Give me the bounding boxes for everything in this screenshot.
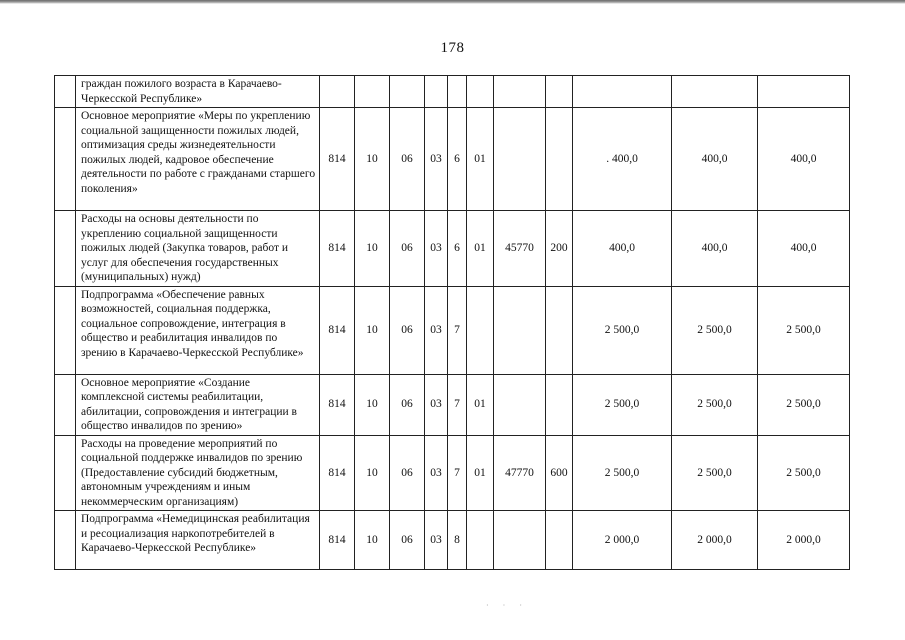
expense-type-cell xyxy=(546,286,573,374)
amount-year-3 xyxy=(758,76,850,108)
table-row xyxy=(55,108,850,211)
section-code-cell: 10 xyxy=(355,286,390,374)
admin-code-cell xyxy=(320,76,355,108)
subprogram-code-cell: 6 xyxy=(448,108,467,211)
amount-year-3: 2 500,0 xyxy=(758,435,850,511)
measure-code-cell: 01 xyxy=(467,435,494,511)
amount-year-2: 400,0 xyxy=(672,211,758,287)
amount-year-2: 400,0 xyxy=(672,108,758,211)
amount-year-1 xyxy=(573,76,672,108)
amount-year-2 xyxy=(672,76,758,108)
amount-year-2: 2 500,0 xyxy=(672,374,758,435)
expense-type-cell xyxy=(546,374,573,435)
subsection-code-cell: 06 xyxy=(390,511,425,570)
measure-code-cell xyxy=(467,511,494,570)
subsection-code-cell: 06 xyxy=(390,374,425,435)
expense-code-cell xyxy=(494,286,546,374)
subsection-code-cell: 06 xyxy=(390,435,425,511)
subprogram-code-cell: 7 xyxy=(448,286,467,374)
empty-cell xyxy=(55,374,76,435)
subprogram-code-cell: 8 xyxy=(448,511,467,570)
admin-code-cell: 814 xyxy=(320,435,355,511)
admin-code-cell: 814 xyxy=(320,374,355,435)
table-row xyxy=(55,76,850,108)
expense-code-cell: 45770 xyxy=(494,211,546,287)
program-code-cell: 03 xyxy=(425,511,448,570)
subprogram-code-cell: 7 xyxy=(448,435,467,511)
section-code-cell: 10 xyxy=(355,108,390,211)
admin-code-cell: 814 xyxy=(320,511,355,570)
subsection-code-cell: 06 xyxy=(390,108,425,211)
subprogram-code-cell: 6 xyxy=(448,211,467,287)
empty-cell xyxy=(55,211,76,287)
empty-cell xyxy=(55,286,76,374)
program-code-cell: 03 xyxy=(425,286,448,374)
amount-year-1: 2 000,0 xyxy=(573,511,672,570)
amount-year-2: 2 500,0 xyxy=(672,286,758,374)
expense-type-cell xyxy=(546,76,573,108)
amount-year-1: 2 500,0 xyxy=(573,435,672,511)
measure-code-cell xyxy=(467,286,494,374)
admin-code-cell: 814 xyxy=(320,108,355,211)
row-description: Подпрограмма «Обеспечение равных возможностей, социальная поддержка, социальное сопровождение, интеграция в общество и реабилитация инвалидов по зрению в Карачаево-Черкесской Республике» xyxy=(76,286,320,374)
empty-cell xyxy=(55,435,76,511)
amount-year-1: 400,0 xyxy=(573,211,672,287)
section-code-cell: 10 xyxy=(355,435,390,511)
expense-code-cell xyxy=(494,511,546,570)
subsection-code-cell: 06 xyxy=(390,211,425,287)
expense-code-cell xyxy=(494,76,546,108)
table-row xyxy=(55,511,850,570)
expense-type-cell xyxy=(546,108,573,211)
amount-year-3: 2 000,0 xyxy=(758,511,850,570)
scan-specks: · · · xyxy=(486,601,528,610)
section-code-cell: 10 xyxy=(355,211,390,287)
empty-cell xyxy=(55,511,76,570)
program-code-cell: 03 xyxy=(425,374,448,435)
measure-code-cell: 01 xyxy=(467,211,494,287)
program-code-cell: 03 xyxy=(425,108,448,211)
admin-code-cell: 814 xyxy=(320,211,355,287)
budget-table xyxy=(54,75,850,570)
expense-code-cell xyxy=(494,374,546,435)
section-code-cell xyxy=(355,76,390,108)
measure-code-cell xyxy=(467,76,494,108)
program-code-cell: 03 xyxy=(425,211,448,287)
expense-type-cell: 200 xyxy=(546,211,573,287)
measure-code-cell: 01 xyxy=(467,108,494,211)
table-row xyxy=(55,435,850,511)
row-description: граждан пожилого возраста в Карачаево-Черкесской Республике» xyxy=(76,76,320,108)
subsection-code-cell: 06 xyxy=(390,286,425,374)
row-description: Основное мероприятие «Меры по укреплению социальной защищенности пожилых людей, оптимизация среды жизнедеятельности пожилых людей, кадровое обеспечение деятельности по работе с гражданами старшего поколения» xyxy=(76,108,320,211)
admin-code-cell: 814 xyxy=(320,286,355,374)
expense-type-cell xyxy=(546,511,573,570)
amount-year-3: 400,0 xyxy=(758,211,850,287)
empty-cell xyxy=(55,108,76,211)
subprogram-code-cell: 7 xyxy=(448,374,467,435)
expense-code-cell: 47770 xyxy=(494,435,546,511)
amount-year-3: 2 500,0 xyxy=(758,286,850,374)
amount-year-1: 2 500,0 xyxy=(573,374,672,435)
table-row xyxy=(55,286,850,374)
program-code-cell xyxy=(425,76,448,108)
amount-year-3: 2 500,0 xyxy=(758,374,850,435)
expense-type-cell: 600 xyxy=(546,435,573,511)
measure-code-cell: 01 xyxy=(467,374,494,435)
amount-year-3: 400,0 xyxy=(758,108,850,211)
table-row xyxy=(55,211,850,287)
subprogram-code-cell xyxy=(448,76,467,108)
page-number: 178 xyxy=(440,40,465,56)
row-description: Расходы на основы деятельности по укреплению социальной защищенности пожилых людей (Закупка товаров, работ и услуг для обеспечения государственных (муниципальных) нужд) xyxy=(76,211,320,287)
empty-cell xyxy=(55,76,76,108)
expense-code-cell xyxy=(494,108,546,211)
subsection-code-cell xyxy=(390,76,425,108)
amount-year-1: . 400,0 xyxy=(573,108,672,211)
section-code-cell: 10 xyxy=(355,374,390,435)
table-row xyxy=(55,374,850,435)
row-description: Подпрограмма «Немедицинская реабилитация и ресоциализация наркопотребителей в Карачаево-Черкесской Республике» xyxy=(76,511,320,570)
program-code-cell: 03 xyxy=(425,435,448,511)
row-description: Основное мероприятие «Создание комплексной системы реабилитации, абилитации, сопровождения и интеграции в общество инвалидов по зрению» xyxy=(76,374,320,435)
scan-top-edge xyxy=(0,0,905,4)
amount-year-2: 2 500,0 xyxy=(672,435,758,511)
row-description: Расходы на проведение мероприятий по социальной поддержке инвалидов по зрению (Предоставление субсидий бюджетным, автономным учреждениям и иным некоммерческим организациям) xyxy=(76,435,320,511)
section-code-cell: 10 xyxy=(355,511,390,570)
amount-year-2: 2 000,0 xyxy=(672,511,758,570)
amount-year-1: 2 500,0 xyxy=(573,286,672,374)
